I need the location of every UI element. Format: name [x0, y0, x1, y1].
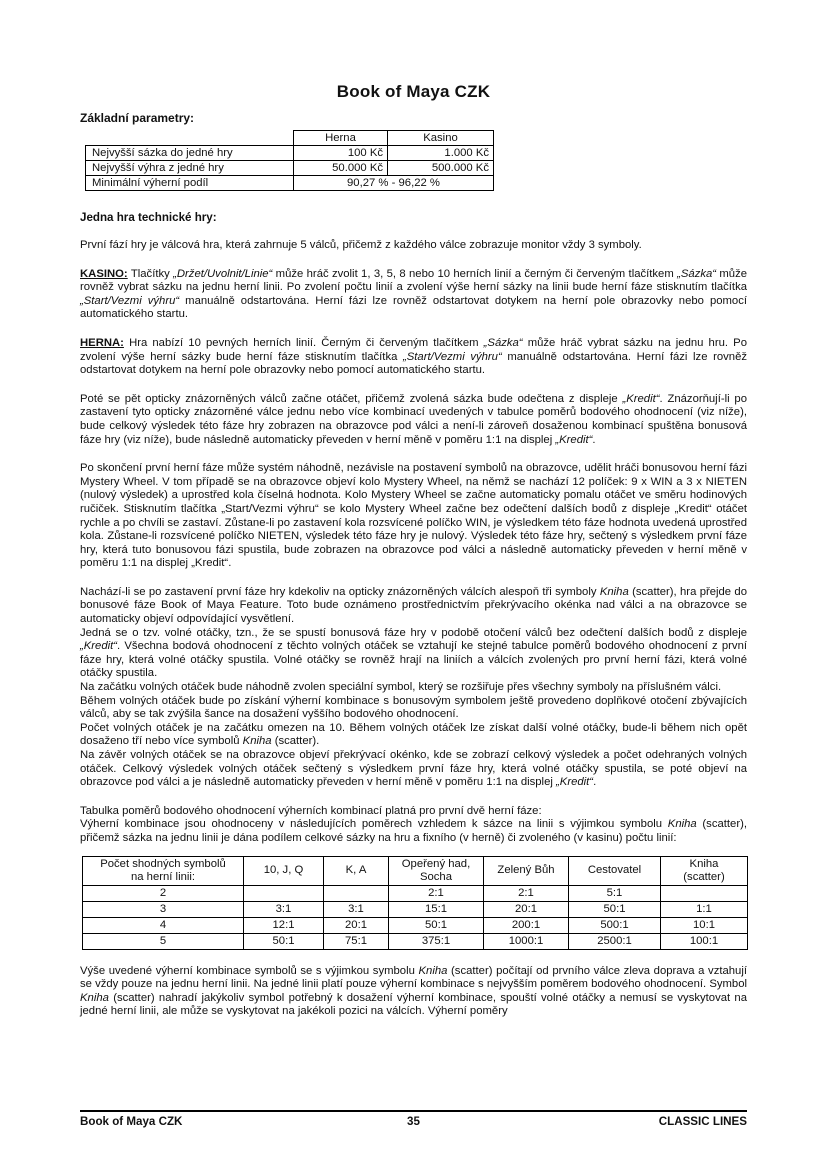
- pay-table-cell: 5:1: [569, 885, 661, 901]
- pay-table-cell: 5: [83, 933, 244, 949]
- paragraph-mystery-wheel: [80, 462, 747, 571]
- pay-table-cell: [244, 885, 324, 901]
- pay-table-body: [83, 856, 748, 949]
- paragraph-closing: [80, 965, 747, 1019]
- paragraph-kasino: [80, 268, 747, 322]
- paragraph-intro: [80, 239, 747, 253]
- pay-table-row: [83, 885, 748, 901]
- text-run: „Sázka“: [483, 336, 523, 349]
- text-run: Tabulka poměrů bodového ohodnocení výherních kombinací platná pro první dvě herní fáze:: [80, 804, 542, 817]
- pay-table-cell: 2: [83, 885, 244, 901]
- page-title: Book of Maya CZK: [336, 82, 491, 101]
- params-row: [86, 146, 494, 161]
- footer-category: CLASSIC LINES: [658, 1115, 747, 1128]
- text-run: (scatter).: [271, 735, 320, 748]
- paragraph-spin-count: [80, 722, 747, 749]
- pay-table-cell: 20:1: [484, 901, 569, 917]
- paragraph-herna: [80, 337, 747, 378]
- text-run: Nachází-li se po zastavení první fáze hry kdekoliv na opticky znázorněných válcích alespoň tři symboly: [80, 585, 600, 598]
- text-run: „Kredit“: [622, 392, 660, 405]
- text-run: „Držet/Uvolnit/Linie“: [173, 267, 273, 280]
- text-run: (scatter), hra přejde do bonusové fáze Book of Maya Feature. Toto bude oznámeno prostřednictvím překrývacího okénka nad válci a na obrazovce se automaticky objeví odpovídající vysvětlení.: [80, 585, 748, 626]
- text-run: Na začátku volných otáček bude náhodně zvolen speciální symbol, který se rozšiřuje přes všechny symboly na příslušném válci.: [80, 681, 722, 694]
- text-run: Kniha: [667, 818, 697, 831]
- game-heading: Jedna hra technické hry:: [80, 211, 217, 224]
- paragraph-bonus-intro: [80, 586, 747, 627]
- text-run: Výše uvedené výherní kombinace symbolů se s výjimkou symbolu: [80, 964, 419, 977]
- params-row: [86, 176, 494, 191]
- pay-table-cell: [661, 885, 748, 901]
- pay-table-cell: 2:1: [389, 885, 484, 901]
- params-row: [86, 161, 494, 176]
- pay-table-header: Počet shodných symbolů na herní linii:: [83, 856, 244, 885]
- text-run: může rovněž vybrat sázku na jednu herní linii. Po zvolení počtu linií a zvolení výše herní sázky na linii bude herní fáze stisknutím tlačítka: [80, 267, 748, 294]
- pay-table-cell: 10:1: [661, 917, 748, 933]
- footer-document-name: Book of Maya CZK: [80, 1115, 183, 1128]
- params-value-kasino: 500.000 Kč: [388, 161, 494, 176]
- paragraph-spins-end: [80, 749, 747, 790]
- pay-table-cell: [324, 885, 389, 901]
- pay-table-cell: 2500:1: [569, 933, 661, 949]
- paragraph-extra-spin: [80, 695, 747, 722]
- pay-table-cell: 50:1: [569, 901, 661, 917]
- pay-table-cell: 1:1: [661, 901, 748, 917]
- text-run: „Start/Vezmi výhru“: [80, 294, 180, 307]
- params-value-kasino: 1.000 Kč: [388, 146, 494, 161]
- footer-page-number: 35: [407, 1115, 420, 1128]
- pay-table-header: Kniha (scatter): [661, 856, 748, 885]
- pay-table-cell: 20:1: [324, 917, 389, 933]
- pay-table-header: Cestovatel: [569, 856, 661, 885]
- pay-table-cell: 1000:1: [484, 933, 569, 949]
- pay-table-cell: 3: [83, 901, 244, 917]
- pay-table-header: 10, J, Q: [244, 856, 324, 885]
- pay-table-intro-line1: [80, 805, 747, 819]
- text-run: Na závěr volných otáček se na obrazovce objeví překrývací okénko, kde se zobrazí celkový výsledek a počet odehraných volných otáček. Celkový výsledek volných otáček sečtený s výsledkem první fáze hry, která volné otáčky spustila, se poté objeví na obrazovce pod válci a je následně automaticky převeden v herní měně v poměru 1:1 na displej: [80, 749, 747, 789]
- text-run: .: [593, 776, 597, 789]
- text-run: Kniha: [418, 964, 448, 977]
- basic-params-heading: Základní parametry:: [80, 111, 195, 125]
- pay-table-header: K, A: [324, 856, 389, 885]
- pay-table-cell: 4: [83, 917, 244, 933]
- text-run: Poté se pět opticky znázorněných válců začne otáčet, přičemž zvolená sázka bude odečtena z displeje: [80, 392, 623, 405]
- text-run: „Sázka“: [677, 267, 717, 280]
- paragraph-special-symbol: [80, 681, 747, 695]
- paragraph-free-spins: [80, 627, 747, 681]
- pay-table-cell: 200:1: [484, 917, 569, 933]
- paragraph-reels: [80, 393, 747, 447]
- pay-table-cell: 100:1: [661, 933, 748, 949]
- text-run: Hra nabízí 10 pevných herních linií. Černým či červeným tlačítkem: [123, 336, 484, 349]
- text-run: .: [592, 433, 596, 446]
- text-run: Výherní kombinace jsou ohodnoceny v následujících poměrech vzhledem k sázce na linii s výjimkou symbolu: [80, 818, 668, 831]
- text-run: První fází hry je válcová hra, která zahrnuje 5 válců, přičemž z každého válce zobrazuje monitor vždy 3 symboly.: [80, 239, 642, 251]
- text-run: Tlačítky: [127, 267, 174, 280]
- pay-table-intro-line2: [80, 818, 747, 845]
- text-run: Počet volných otáček je na začátku omezen na 10. Během volných otáček lze získat další volné otáčky, bude-li během nich opět dosaženo tří nebo více symbolů: [80, 721, 747, 748]
- pay-table-header: Opeřený had, Socha: [389, 856, 484, 885]
- text-run: manuálně odstartována. Herní fázi lze rovněž odstartovat dotykem na herní pole obrazovky nebo pomocí automatického startu.: [80, 350, 748, 377]
- pay-table-cell: 15:1: [389, 901, 484, 917]
- pay-table-row: [83, 901, 748, 917]
- text-run: (scatter) počítají od prvního válce zleva doprava a vztahují se vždy pouze na jednu herní linii. Na jedné linii platí pouze výherní kombinace s nejvyšším poměrem bodového ohodnocení. Symbol: [80, 964, 747, 991]
- params-table-corner: [86, 131, 294, 146]
- pay-table-cell: 75:1: [324, 933, 389, 949]
- pay-table-cell: 12:1: [244, 917, 324, 933]
- text-run: (scatter) nahradí jakýkoliv symbol potřebný k dosažení výherní kombinace, spouští volné otáčky a nemusí se vyskytovat na jedné herní linii, ale může se vyskytovat na jakékoli pozici na válcích. Výherní poměry: [80, 991, 747, 1018]
- pay-table-header: Zelený Bůh: [484, 856, 569, 885]
- pay-table-cell: 375:1: [389, 933, 484, 949]
- params-row-label: Minimální výherní podíl: [86, 176, 294, 191]
- pay-table-row: [83, 933, 748, 949]
- pay-table-cell: 3:1: [324, 901, 389, 917]
- text-run: manuálně odstartována. Herní fázi lze rovněž odstartovat dotykem na herní pole obrazovky nebo pomocí automatického startu.: [80, 294, 748, 321]
- text-run: Kniha: [242, 735, 272, 748]
- params-value-merged: 90,27 % - 96,22 %: [294, 176, 494, 191]
- params-row-label: Nejvyšší sázka do jedné hry: [86, 146, 294, 161]
- text-run: (scatter), přičemž sázka na jednu linii je dána podílem celkové sázky na hru a fixního (v herně) či zvoleného (v kasinu) počtu linií:: [80, 818, 747, 844]
- pay-table: [82, 856, 748, 950]
- pay-table-cell: 50:1: [389, 917, 484, 933]
- params-column-header: Herna: [294, 131, 388, 146]
- params-column-header: Kasino: [388, 131, 494, 146]
- text-run: . Všechna bodová ohodnocení z těchto volných otáček se vztahují ke stejné tabulce poměrů bodového ohodnocení z první fáze hry, která volné otáčky spustila. Volné otáčky se rovněž hrají na liniích a válcích zvolených pro první herní fázi, která volné otáčky spustila.: [80, 640, 747, 680]
- text-run: Během volných otáček bude po získání výherní kombinace s bonusovým symbolem ještě provedeno doplňkové otočení zbývajících válců, aby se tak zvýšila šance na dosažení vyššího bodového ohodnocení.: [80, 694, 747, 721]
- text-run: KASINO:: [80, 267, 128, 280]
- pay-table-cell: 2:1: [484, 885, 569, 901]
- text-run: Jedná se o tzv. volné otáčky, tzn., že se spustí bonusová fáze hry v podobě otočení válců bez odečtení dalších bodů z displeje: [80, 626, 747, 639]
- pay-table-cell: 3:1: [244, 901, 324, 917]
- pay-table-row: [83, 917, 748, 933]
- params-row-label: Nejvyšší výhra z jedné hry: [86, 161, 294, 176]
- text-run: HERNA:: [80, 336, 124, 349]
- params-table: [85, 130, 494, 191]
- text-run: může hráč zvolit 1, 3, 5, 8 nebo 10 herních linií a černým či červeným tlačítkem: [272, 267, 678, 280]
- text-run: může hráč vybrat sázku na jednu hru. Po zvolení výše herní sázky bude herní fáze stisknutím tlačítka: [80, 336, 747, 363]
- pay-table-cell: 50:1: [244, 933, 324, 949]
- text-run: „Kredit“: [556, 776, 594, 789]
- text-run: „Start/Vezmi výhru“: [403, 350, 502, 363]
- text-run: „Kredit“: [555, 433, 593, 446]
- pay-table-cell: 500:1: [569, 917, 661, 933]
- params-header-row: [86, 131, 494, 146]
- page-footer: [80, 1110, 747, 1128]
- params-table-body: [86, 131, 494, 191]
- params-value-herna: 100 Kč: [294, 146, 388, 161]
- params-value-herna: 50.000 Kč: [294, 161, 388, 176]
- pay-table-header-row: [83, 856, 748, 885]
- text-run: Po skončení první herní fáze může systém náhodně, nezávisle na postavení symbolů na obrazovce, udělit hráči bonusovou herní fázi Mystery Wheel. V tom případě se na obrazovce objeví kolo Mystery Wheel, na němž se nachází 12 políček: 9 x WIN a 3 x NIETEN (nulový výsledek) a uprostřed kola číselná hodnota. Kolo Mystery Wheel se začne automaticky pomalu otáčet ve směru hodinových ručiček. Stisknutím tlačítka „Start/Vezmi výhru“ se kolo Mystery Wheel začne bez odečtení dalších bodů z displeje „Kredit“ otáčet rychle a po chvíli se zastaví. Zůstane-li po zastavení kola rozsvícené políčko WIN, je výsledkem této fáze hodnota uvedená uprostřed kola. Zůstane-li rozsvícené políčko NIETEN, výsledek této fáze hry je nulový. Výsledek této fáze hry, sečtený s výsledkem první fáze hry, která tuto bonusovou fázi spustila, bude zobrazen na obrazovce pod válci a následně automaticky převeden v herní měně v poměru 1:1 na displej „Kredit“.: [80, 462, 747, 570]
- text-run: Kniha: [599, 585, 629, 598]
- text-run: . Znázorňují-li po zastavení tyto opticky znázorněné válce jednu nebo více kombinací uvedených v tabulce poměrů bodového ohodnocení (viz níže), bude celkový výsledek této fáze hry zobrazen na obrazovce pod válci a není-li zároveň dosaženou kombinací spuštěna bonusová fáze hry (viz níže), bude následně automaticky převeden v herní měně v poměru 1:1 na displej: [80, 392, 747, 446]
- text-run: Kniha: [80, 991, 109, 1004]
- text-run: „Kredit“: [80, 640, 118, 653]
